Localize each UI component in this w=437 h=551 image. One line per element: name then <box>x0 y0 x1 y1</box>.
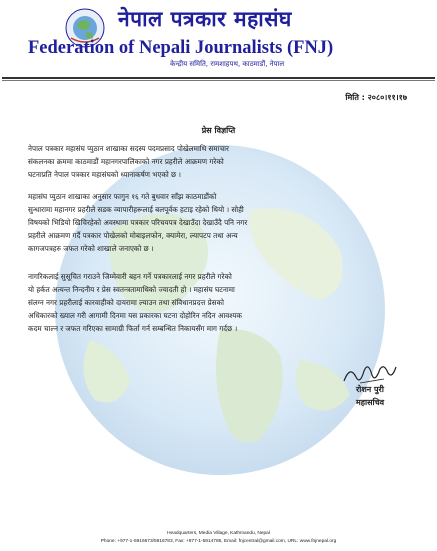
document-heading: प्रेस विज्ञप्ति <box>201 126 236 135</box>
signatory-title: महासचिव <box>356 398 385 407</box>
footer-address: Headquarters, Media Village, Kathmandu, Nepal <box>167 531 270 536</box>
footer-contact: Phone: +977-1-5916673/5916783, Fax: +977-1-5914785, Email: fnjcentral@gmail.com, URL: www.fnjnepal.org <box>100 539 337 544</box>
signatory-name: रोशन पुरी <box>356 385 384 394</box>
organization-address-nepali: केन्द्रीय समिति, रामशाहपथ, काठमाडौं, नेपाल <box>170 60 285 68</box>
body-paragraph: नेपाल पत्रकार महासंघ प्युठान शाखाका सदस्य पदमप्रसाद पोखेलमाथि समाचार संकलनका क्रममा काठमाडौं महानगरपालिकाको नगर प्रहरीले आक्रमण गरेको घटनाप्रति नेपाल पत्रकार महासंघको ध्यानाकर्षण भएको छ । <box>28 144 229 179</box>
organization-title-english: Federation of Nepali Journalists (FNJ) <box>28 38 334 58</box>
organization-title-nepali: नेपाल पत्रकार महासंघ <box>118 7 292 31</box>
body-paragraph: नागरिकलाई सुसूचित गराउने जिम्मेवारी बहन गर्ने पत्रकारलाई नगर प्रहरीले गरेको यो हर्कत अत्यन्त निन्दनीय र प्रेस स्वतन्त्रतामाथिको ज्यादती हो । महासंघ घटनामा संलग्न नगर प्रहरीलाई कारवाहीको दायरामा ल्याउन तथा संविधानप्रदत्त प्रेसको अधिकारको ख्याल गरी आगामी दिनमा यस प्रकारका घटना दोहोरिन नदिन आवश्यक कदम चाल्न र जफत गरिएका सामाग्री फिर्ता गर्न सम्बन्धित निकायसँग माग गर्दछ । <box>28 272 242 333</box>
handwritten-signature <box>340 357 400 387</box>
header-divider <box>2 77 435 79</box>
body-paragraph: महासंघ प्युठान शाखाका अनुसार फागुन १६ गते बुधवार साँझ काठमाडौंको सुन्धारामा महानगर प्रहरीले सडक व्यापारीहरूलाई बलपूर्वक हटाइ रहेको थियो । सोही विषयको भिडियो खिचिरहेको अवस्थामा पत्रकार परिचयपत्र देखाउँदा देखाउँदै पनि नगर प्रहरीले आक्रमण गर्दै पत्रकार पोखेलको मोबाइलफोन, क्यामेरा, ल्यापटप तथा अन्य कागजपत्रहरु जफत गरेको शाखाले जनाएको छ । <box>28 192 248 253</box>
document-date: मिति : २०८०।११।१७ <box>345 93 407 102</box>
header-divider-thin <box>2 80 435 81</box>
